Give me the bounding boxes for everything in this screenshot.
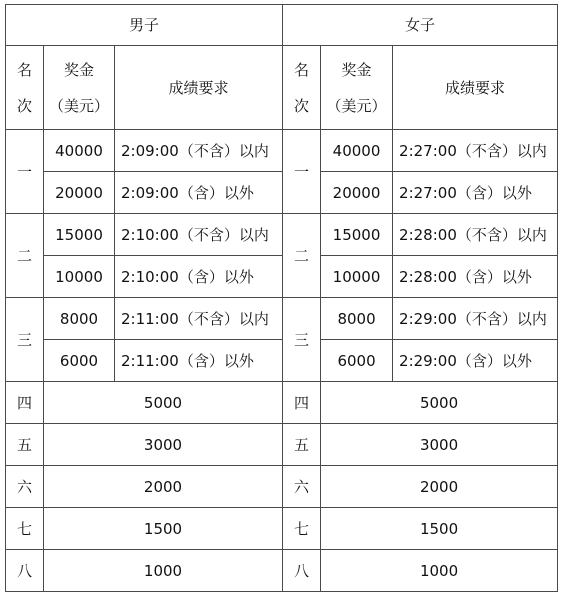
- requirement-cell: 2:29:00（不含）以内: [393, 298, 558, 340]
- requirement-cell: 2:09:00（不含）以内: [115, 130, 283, 172]
- rank-cell-men: 七: [6, 508, 44, 550]
- rank-header-line2: 次: [294, 96, 310, 115]
- rank-cell-men: 四: [6, 382, 44, 424]
- requirement-cell: 2:28:00（不含）以内: [393, 214, 558, 256]
- prize-cell: 5000: [44, 382, 283, 424]
- rank-cell-men: 一: [6, 130, 44, 214]
- requirement-cell: 2:10:00（含）以外: [115, 256, 283, 298]
- rank-cell-women: 一: [283, 130, 321, 214]
- requirement-header-men: 成绩要求: [115, 46, 283, 130]
- prize-cell: 8000: [321, 298, 393, 340]
- prize-cell: 5000: [321, 382, 558, 424]
- prize-cell: 1000: [321, 550, 558, 592]
- rank-header-line2: 次: [16, 96, 32, 115]
- requirement-cell: 2:10:00（不含）以内: [115, 214, 283, 256]
- prize-header-line2: （美元）: [326, 96, 387, 115]
- table-row: [6, 214, 558, 256]
- rank-header-women: [283, 46, 321, 130]
- prize-cell: 2000: [321, 466, 558, 508]
- prize-cell: 2000: [44, 466, 283, 508]
- requirement-header-women: 成绩要求: [393, 46, 558, 130]
- table-row: [6, 340, 558, 382]
- requirement-cell: 2:11:00（含）以外: [115, 340, 283, 382]
- prize-header-line2: （美元）: [48, 96, 109, 115]
- requirement-cell: 2:28:00（含）以外: [393, 256, 558, 298]
- rank-cell-women: 八: [283, 550, 321, 592]
- rank-cell-women: 三: [283, 298, 321, 382]
- rank-cell-men: 八: [6, 550, 44, 592]
- rank-header-men: [6, 46, 44, 130]
- prize-cell: 3000: [321, 424, 558, 466]
- prize-cell: 40000: [321, 130, 393, 172]
- column-header-row: [6, 46, 558, 130]
- table-row: [6, 172, 558, 214]
- prize-cell: 15000: [321, 214, 393, 256]
- prize-cell: 6000: [321, 340, 393, 382]
- prize-table: [5, 4, 558, 592]
- table-row: [6, 130, 558, 172]
- prize-cell: 8000: [44, 298, 115, 340]
- prize-header-line1: 奖金: [63, 60, 94, 79]
- prize-cell: 20000: [321, 172, 393, 214]
- table-row: [6, 508, 558, 550]
- requirement-cell: 2:09:00（含）以外: [115, 172, 283, 214]
- rank-cell-men: 二: [6, 214, 44, 298]
- prize-cell: 20000: [44, 172, 115, 214]
- prize-cell: 15000: [44, 214, 115, 256]
- rank-cell-men: 六: [6, 466, 44, 508]
- table-row: [6, 382, 558, 424]
- prize-cell: 40000: [44, 130, 115, 172]
- rank-header-line1: 名: [294, 60, 310, 79]
- rank-cell-women: 四: [283, 382, 321, 424]
- prize-cell: 1000: [44, 550, 283, 592]
- table-row: [6, 256, 558, 298]
- requirement-cell: 2:11:00（不含）以内: [115, 298, 283, 340]
- rank-cell-women: 七: [283, 508, 321, 550]
- table-row: [6, 298, 558, 340]
- requirement-cell: 2:29:00（含）以外: [393, 340, 558, 382]
- rank-cell-men: 五: [6, 424, 44, 466]
- header-row: [6, 5, 558, 46]
- rank-cell-women: 六: [283, 466, 321, 508]
- rank-cell-women: 五: [283, 424, 321, 466]
- group-header-men: 男子: [6, 5, 283, 46]
- rank-header-line1: 名: [16, 60, 32, 79]
- table-row: [6, 424, 558, 466]
- prize-cell: 10000: [44, 256, 115, 298]
- prize-cell: 1500: [44, 508, 283, 550]
- requirement-cell: 2:27:00（含）以外: [393, 172, 558, 214]
- prize-cell: 1500: [321, 508, 558, 550]
- prize-cell: 10000: [321, 256, 393, 298]
- prize-cell: 6000: [44, 340, 115, 382]
- table-row: [6, 466, 558, 508]
- prize-cell: 3000: [44, 424, 283, 466]
- prize-header-women: [321, 46, 393, 130]
- requirement-cell: 2:27:00（不含）以内: [393, 130, 558, 172]
- group-header-women: 女子: [283, 5, 558, 46]
- rank-cell-women: 二: [283, 214, 321, 298]
- prize-header-line1: 奖金: [341, 60, 372, 79]
- rank-cell-men: 三: [6, 298, 44, 382]
- table-row: [6, 550, 558, 592]
- prize-header-men: [44, 46, 115, 130]
